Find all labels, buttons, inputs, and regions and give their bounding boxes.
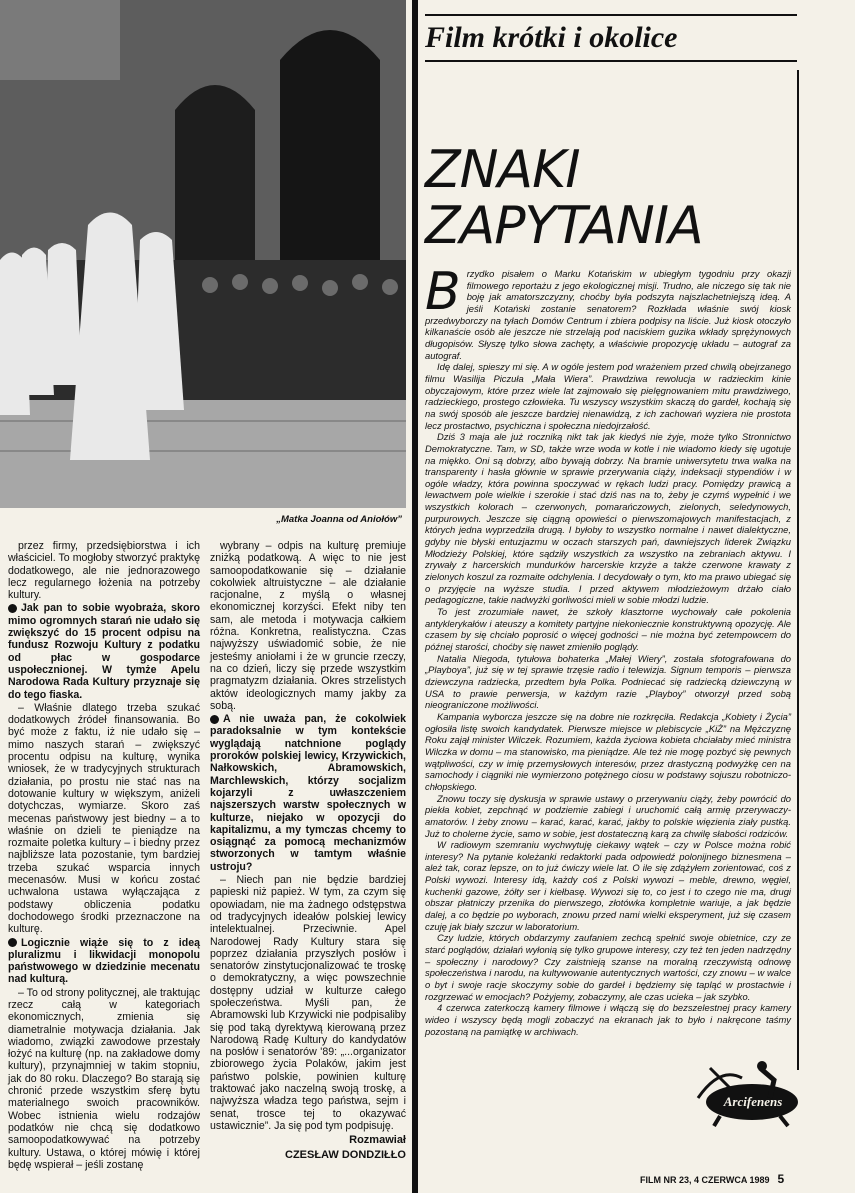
page-footer (640, 1172, 850, 1186)
article-paragraph: Dziś 3 maja ale już roczniką nikt tak jak kiedyś nie żyje, może tylko Stronnictwo Demokratyczne. Tam, w SD, także wrze woda w kotle i nie wiadomo kiedy się ugotuje na miękko. Oni są dobrzy, albo bywają dobrzy. Na bramie uniwersytetu trwa walka na transparenty i hasła głównie w sprawie przerywania ciąży, indeksacji stypendiów i w ogóle władzy, która powinna spoczywać w rękach ludzi pracy. Pomiędzy prawicą a lewactwem pole wielkie i szerokie i stać dziś nas na to, żeby je czymś wypełnić i we wszystkich kolorach – czerwonych, pomarańczowych, zielonych, seledynowych, purpurowych. Jeszcze się ciągną opowieści o pierwszomajowych manifestacjach, z których jedna wyprzedziła drugą. I byłoby to wszystko normalne i nawet dialektyczne, gdyby nie błyski entuzjazmu w oczach starszych pań, dawniejszych liderek Związku Młodzieży Polskiej, które sądziły wszystkich za wszystko na zebraniach aktywu. I zrywały z harcerskich mundurków harcerskie krzyże a także czerwone krawaty z zielonych koszul za rozmaite odchylenia. I decydowały o tym, kto ma prawo ubiegać się o przyjęcie na wyższe studia. I przed aktywem młodzieżowym drżało ciało pedagogiczne, takie nadwyżki gorliwości mieli w sobie młodzi ludzie. (425, 431, 791, 606)
article-paragraph: Idę dalej, spieszy mi się. A w ogóle jestem pod wrażeniem przed chwilą obejrzanego filmu Wasilija Piczuła „Mała Wiera”. Prawdziwa rewolucja w radzieckim kinie obyczajowym, które przez wiele lat zajmowało się pielęgnowaniem mitu prawdziwego, radzieckiego, prostego człowieka. Tu wszyscy wszystkim skaczą do gardeł, kochają się na swój sposób ale jeszcze bardziej nienawidzą, z ich zachowań wyziera nie prostota lecz prostactwo, psychiczna i społeczna niedojrzałość. (425, 361, 791, 431)
rubric-rule-top (425, 14, 797, 16)
bullet-icon (210, 715, 219, 724)
drop-cap: B (425, 262, 461, 322)
article-paragraph: Kampania wyborcza jeszcze się na dobre nie rozkręciła. Redakcja „Kobiety i Życia” ogłosiła listę swoich kandydatek. Pierwsze miejsce w plebiscycie „KiŻ” na Mężczyznę Roku zajął minister Wilczek. Rozumiem, każda życiowa kobieta chciałaby mieć ministra Wilczka w domu – ma stanowisko, ma pieniądze. Ale też nie mogę pozbyć się pewnych wątpliwości, czy w imię przemysłowych interesów, przez drastyczną podwyżkę cen na samochody i ciągniki nie wymierzono potężnego ciosu w podstawy sojuszu robotniczo-chłopskiego. (425, 710, 791, 792)
article-lead-text: rzydko pisałem o Marku Kotańskim w ubiegłym tygodniu przy okazji filmowego reportażu z jego ekologicznej misji. Trudno, ale niczego się tak nie boję jak amatorszczyzny, choćby była podszyta najszlachetniejszą ideą. A jeśli Kotański zostanie senatorem? Rozkłada właśnie swój kiosk przedwyborczy na tyłach Domów Centrum i zbiera podpisy na liście. Już kiosk otoczyło kilkanaście osób ale jeszcze nie strzelają pod naciskiem guzika wkłady sprężynowych długopisów. Słyszę tylko słowa zachęty, a właściwie propozycję układu – autograf za autograf. (425, 268, 791, 361)
article-paragraph: Czy ludzie, których obdarzymy zaufaniem zechcą spełnić swoje obietnice, czy ze starć poglądów, działań wyłonią się tylko grupowe interesy, czy też ten jeden nadrzędny – społeczny i narodowy? Czy zaistnieją szanse na moralną rzeczywistą odnowę społeczeństwa i narodu, na kultywowanie autentycznych wartości, czy znowu – w walce o byt i swoje racje skoczymy sobie do gardeł i będziemy się tapląć w prostactwie i rozgrzewać w emocjach? Pożyjemy, zobaczymy, ale czas ucieka – jak szybko. (425, 932, 791, 1002)
article-title-line1: ZNAKI (425, 140, 580, 200)
interview-paragraph: – To od strony politycznej, ale traktując rzecz całą w kategoriach ekonomicznych, zmienia się diametralnie motywacja działania. Jak wiadomo, związki zawodowe przestały łożyć na kulturę (np. na zakładowe domy kultury), przynajmniej w takim stopniu, jak do 80 roku. Dlaczego? Bo starają się chronić przede wszystkim sferę bytu materialnego swoich pracowników. Wobec istnienia wielu rodzajów podatków nie chcą się dodatkowo samoopodatkowywać na potrzeby kultury. Ustawa, o której mówię i której będę wspierał – jeśli zostanę (8, 986, 200, 1171)
article-title-line2: ZAPYTANIA (425, 196, 703, 256)
interview-paragraph: – Właśnie dlatego trzeba szukać dodatkowych źródeł finansowania. Bo być może z faktu, iż nie udało się – mimo naszych starań – zwiększyć procentu odpisu na kulturę, wynika wniosek, że w tradycyjnych strukturach działania, po prostu nie stać nas na dotowanie kultury w większym, aniżeli dotychczas, wymiarze. Skoro zaś mecenas państwowy jest biedny – a to właśnie on dzieli te pieniądze na rozmaite poletka kultury – i biedny przez najbliższe lata pozostanie, tym bardziej trzeba szukać wsparcia innych mecenasów. Musi w końcu zostać uchwalona ustawa wyłączająca z podstawy obliczenia podatku dochodowego środki przeznaczone na kulturę. (8, 701, 200, 936)
page-number: 5 (777, 1172, 785, 1186)
section-rubric: Film krótki i okolice (425, 21, 678, 54)
bullet-icon (8, 938, 17, 947)
article-lead (425, 262, 791, 361)
arcifenens-logo (690, 1058, 810, 1128)
sagittarius-archer-icon (690, 1058, 810, 1128)
interview-signature: Rozmawiał (349, 1134, 406, 1147)
article-paragraph: W radiowym szemraniu wychwytuję ciekawy wątek – czy w Polsce można robić interesy? Na pytanie koleżanki redaktorki pada odpowiedź polonijnego biznesmena – ależ tak, coraz lepsze, on to już ćwiczy wiele lat. O ile się zdążyłem zorientować, coś z Polski wywozi. Interesy idą, każdy coś z Polski wywozi – meble, drewno, węgiel, kuchenki gazowe, żółty ser i kiełbasę. Wywozi się to, co jest i to czego nie ma, drugi obszar płatniczy przenika do pierwszego, złotówka kompletnie wariuje, a jak będzie dalej, a co będzie po wyborach, znowu przed nami wielki eksperyment, już się czasem czuję jak biały szczur w laboratorium. (425, 839, 791, 932)
article-paragraph: Natalia Niegoda, tytułowa bohaterka „Małej Wiery”, została sfotografowana do „Playboya”, już się w tej sprawie trzęsie radio i telewizja. Signum temporis – pierwsza dziewczyna radziecka, przedtem była Polka. Podniecać się radziecką dziewczyną w USA to prawie perwersja, w każdym razie „Playboy” otworzył przed sobą nieograniczone możliwości. (425, 652, 791, 711)
interview-paragraph: wybrany – odpis na kulturę premiuje zniżką podatkową. A więc to nie jest samoopodatkowanie się – działanie cokolwiek altruistyczne – ale działanie racjonalne, z myślą o własnej ekonomicznej korzyści. Efekt niby ten sam, ale metoda i motywacja całkiem różna. Konkretna, realistyczna. Czas najwyższy uświadomić sobie, że nie jesteśmy aniołami i że w gruncie rzeczy, na co dzień, liczy się przede wszystkim pragmatyzm działania. Okres strzelistych aktów ideologicznych mamy jakby za sobą. (210, 540, 406, 712)
interview-column-1 (8, 540, 200, 1172)
photo-illustration (0, 0, 406, 508)
photo-caption: „Matka Joanna od Aniołów” (276, 514, 402, 525)
interview-paragraph: – Niech pan nie będzie bardziej papieski niż papież. W tym, za czym się opowiadam, nie ma żadnego odstępstwa od tradycyjnych ideałów polskiej lewicy intelektualnej. Przeciwnie. Apel Narodowej Rady Kultury stara się poprzez działania przyszłych posłów i senatorów zinstytucjonalizować te troskę o demokratyczny, a więc powszechnie dostępny udział w kulturze całego społeczeństwa. Myśli pan, że Abramowski lub Krzywicki nie podpisaliby się pod taką dyrektywą kierowaną przez Narodową Radę Kultury do kandydatów na posłów i senatorów '89: „...organizator zbiorowego życia Polaków, jakim jest państwo polskie, powinien kulturę traktować jako naczelną swoją troskę, a najwyższa władza tego państwa, sejm i senat, trosce tej to okazywać ustawicznie”. Ja się pod tym podpisuję. (210, 874, 406, 1132)
article-body (425, 262, 791, 1037)
article-paragraph: To jest zrozumiałe nawet, że szkoły klasztorne wychowały całe pokolenia antyklerykałów i ateuszy a komitety partyjne niekoniecznie konstruktywną opozycję. Ale czasem by się chciało poprosić o więcej godności – nie można być zetempowcem do późnej starości, choćby się nawet zmieniło poglądy. (425, 606, 791, 652)
issue-info: FILM NR 23, 4 CZERWCA 1989 (640, 1175, 770, 1185)
logo-text: Arcifenens (723, 1094, 783, 1109)
question-text: Jak pan to sobie wyobraża, skoro mimo ogromnych starań nie udało się zwiększyć do 15 procent odpisu na fundusz Rozwoju Kultury z podatku od płac w gospodarce uspołecznionej. W tymże Apelu Narodowa Rada Kultury przyznaje się do tego fiaska. (8, 602, 200, 701)
interview-signature: CZESŁAW DONDZIŁŁO (285, 1149, 406, 1162)
film-still-photo (0, 0, 406, 508)
question-text: Logicznie wiąże się to z ideą pluralizmu i likwidacji monopolu państwowego w dziedzinie mecenatu nad kulturą. (8, 936, 200, 986)
rubric-rule-bottom (425, 60, 797, 62)
article-paragraph: 4 czerwca zaterkoczą kamery filmowe i włączą się do bezszelestnej pracy kamery wideo i wszyscy będą mogli zobaczyć na ekranach jak to było i nakręcone taśmy pozostaną na pamiątkę w archiwach. (425, 1002, 791, 1037)
right-margin-rule (797, 70, 799, 1070)
column-divider (412, 0, 418, 1193)
interview-question (210, 713, 406, 873)
interview-paragraph: przez firmy, przedsiębiorstwa i ich właściciel. To mogłoby stworzyć praktykę dodatkowego, ale nie jednorazowego lecz regularnego łożenia na potrzeby kultury. (8, 540, 200, 602)
bullet-icon (8, 604, 17, 613)
interview-question (8, 937, 200, 986)
question-text: A nie uważa pan, że cokolwiek paradoksalnie w tym kontekście wyglądają natchnione poglądy proroków polskiej lewicy, Krzywickich, Nałkowskich, Abramowskich, Marchlewskich, którzy socjalizm kojarzyli z uwłaszczeniem najszerszych warstw społecznych w kulturze, niejako w opozycji do kapitalizmu, a my tymczas chcemy to osiągnąć za pomocą mechanizmów stworzonych w tamtym właśnie ustroju? (210, 713, 406, 873)
article-paragraph: Znowu toczy się dyskusja w sprawie ustawy o przerywaniu ciąży, żeby powrócić do piekła kobiet, zepchnąć w podziemie zabiegi i uruchomić całą armię przerywaczy-amatorów. I żeby znowu – karać, karać, karać, jakby to polskie więzienia ziały pustką. Już to cholerne życie, samo w sobie, jest dostateczną karą za chwilę słabości rodziców. (425, 792, 791, 839)
interview-column-2 (210, 540, 406, 1163)
interview-question (8, 602, 200, 700)
